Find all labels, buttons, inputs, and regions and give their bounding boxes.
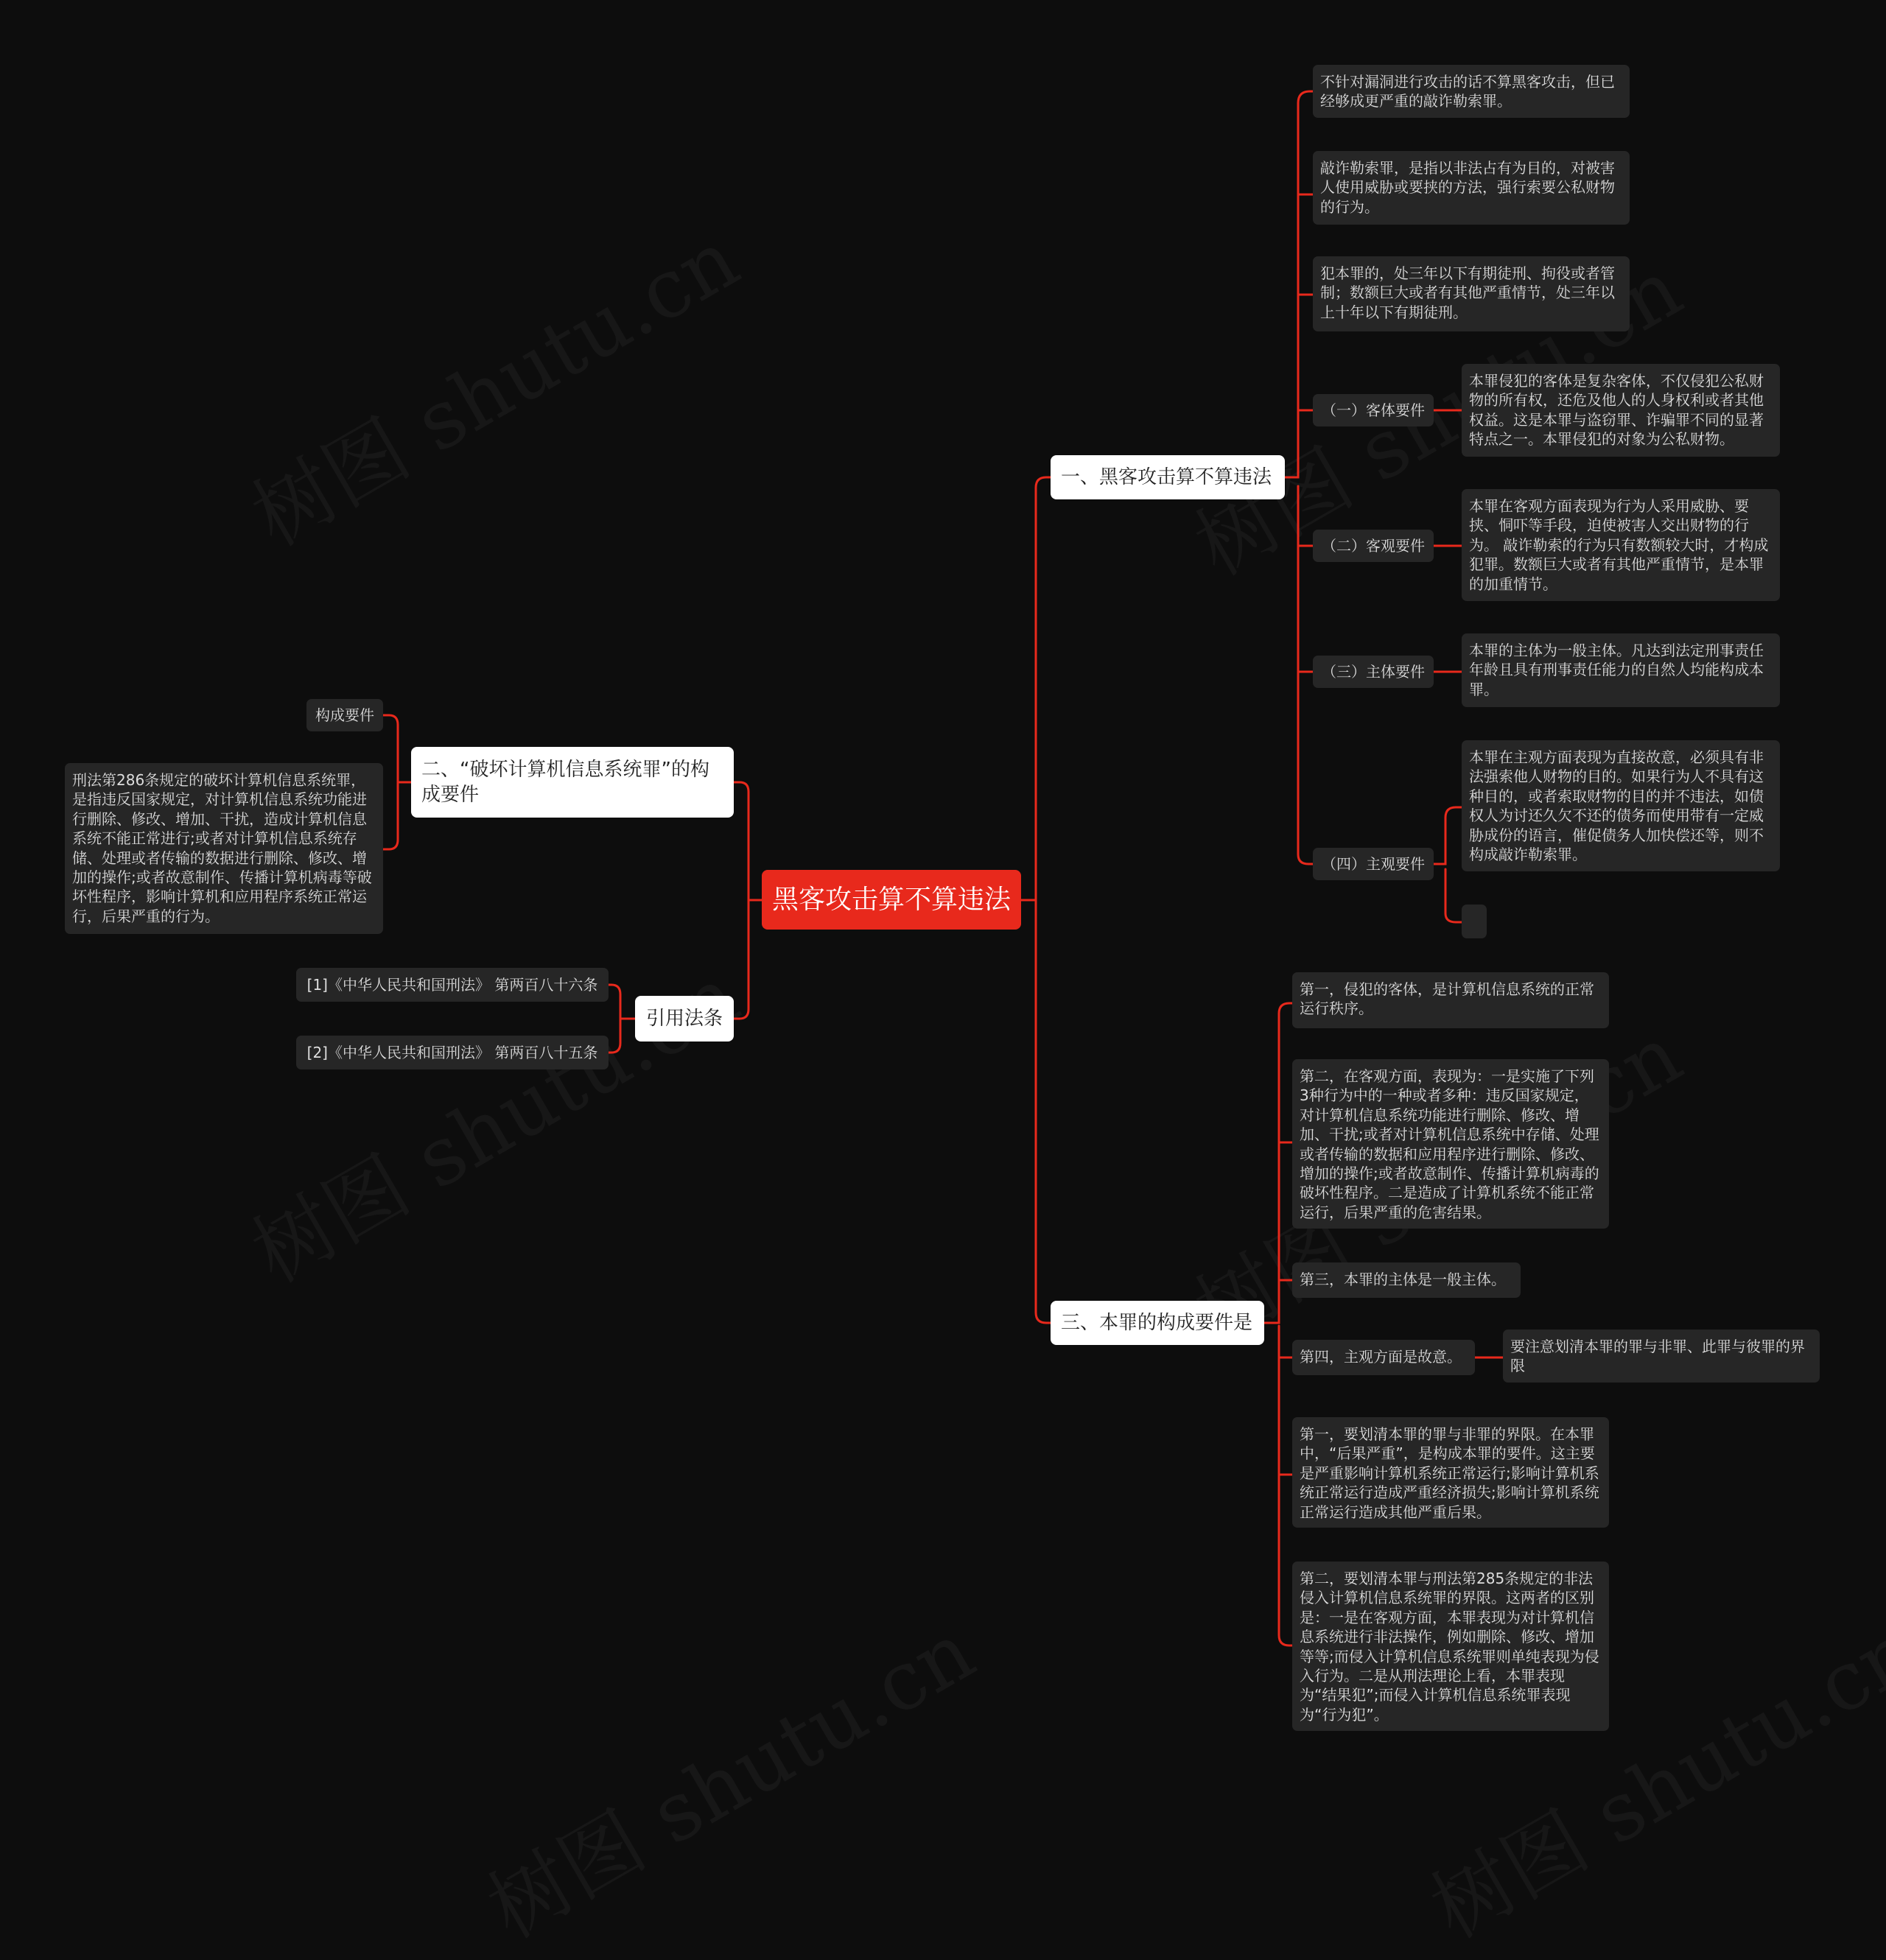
element-objective[interactable]: （二）客观要件: [1313, 530, 1434, 562]
element-subjective[interactable]: （四）主观要件: [1313, 848, 1434, 880]
element-subject-detail[interactable]: 本罪的主体为一般主体。凡达到法定刑事责任年龄且具有刑事责任能力的自然人均能构成本罪。: [1462, 633, 1780, 707]
leaf-crime-vs-article-285[interactable]: 第二，要划清本罪与刑法第285条规定的非法侵入计算机信息系统罪的界限。这两者的区别是：一是在客观方面，本罪表现为对计算机信息系统进行非法操作，例如删除、修改、增加等等;而侵入计算机信息系统罪则单纯表现为侵入行为。二是从刑法理论上看，本罪表现为“结果犯”;而侵入计算机信息系统罪表现为“行为犯”。: [1292, 1562, 1609, 1731]
branch-crime-elements[interactable]: 三、本罪的构成要件是: [1051, 1301, 1264, 1345]
element-objective-detail[interactable]: 本罪在客观方面表现为行为人采用威胁、要挟、恫吓等手段，迫使被害人交出财物的行为。 敲诈勒索的行为只有数额较大时，才构成犯罪。数额巨大或者有其他严重情节，是本罪的加重情节。: [1462, 489, 1780, 601]
leaf-second-objective[interactable]: 第二，在客观方面，表现为：一是实施了下列3种行为中的一种或者多种：违反国家规定，对计算机信息系统功能进行删除、修改、增加、干扰;或者对计算机信息系统中存储、处理或者传输的数据和应用程序进行删除、修改、增加的操作;或者故意制作、传播计算机病毒的破坏性程序。二是造成了计算机系统不能正常运行，后果严重的危害结果。: [1292, 1059, 1609, 1229]
leaf-article-286-definition[interactable]: 刑法第286条规定的破坏计算机信息系统罪，是指违反国家规定，对计算机信息系统功能进行删除、修改、增加、干扰，造成计算机信息系统不能正常进行;或者对计算机信息系统存储、处理或者传输的数据进行删除、修改、增加的操作;或者故意制作、传播计算机病毒等破坏性程序，影响计算机和应用程序系统正常运行，后果严重的行为。: [65, 763, 383, 934]
element-subject[interactable]: （三）主体要件: [1313, 656, 1434, 688]
leaf-note[interactable]: 不针对漏洞进行攻击的话不算黑客攻击，但已经够成更严重的敲诈勒索罪。: [1313, 65, 1630, 118]
leaf-fourth-subjective[interactable]: 第四，主观方面是故意。: [1292, 1340, 1475, 1375]
empty-node[interactable]: [1462, 905, 1487, 938]
branch-cited-laws[interactable]: 引用法条: [635, 996, 734, 1042]
leaf-crime-vs-noncrime[interactable]: 第一，要划清本罪的罪与非罪的界限。在本罪中，“后果严重”，是构成本罪的要件。这主要是严重影响计算机系统正常运行;影响计算机系统正常运行造成严重经济损失;影响计算机系统正常运行造成其他严重后果。: [1292, 1417, 1609, 1528]
element-object[interactable]: （一）客体要件: [1313, 394, 1434, 426]
element-subjective-detail[interactable]: 本罪在主观方面表现为直接故意，必须具有非法强索他人财物的目的。如果行为人不具有这种目的，或者索取财物的目的并不违法，如债权人为讨还久欠不还的债务而使用带有一定威胁成份的语言，催促债务人加快偿还等，则不构成敲诈勒索罪。: [1462, 740, 1780, 871]
citation-link[interactable]: [1]《中华人民共和国刑法》 第两百八十六条: [296, 968, 609, 1002]
leaf-third-subject[interactable]: 第三，本罪的主体是一般主体。: [1292, 1262, 1521, 1298]
branch-computer-crime-elements[interactable]: 二、“破坏计算机信息系统罪”的构成要件: [411, 747, 734, 818]
leaf-penalty[interactable]: 犯本罪的，处三年以下有期徒刑、拘役或者管制；数额巨大或者有其他严重情节，处三年以上十年以下有期徒刑。: [1313, 256, 1630, 331]
root-node[interactable]: 黑客攻击算不算违法: [762, 870, 1021, 930]
leaf-elements-heading[interactable]: 构成要件: [306, 699, 383, 731]
leaf-first-object[interactable]: 第一，侵犯的客体，是计算机信息系统的正常运行秩序。: [1292, 972, 1609, 1028]
leaf-distinction-note[interactable]: 要注意划清本罪的罪与非罪、此罪与彼罪的界限: [1503, 1330, 1820, 1383]
leaf-extortion-definition[interactable]: 敲诈勒索罪，是指以非法占有为目的，对被害人使用威胁或要挟的方法，强行索要公私财物的行为。: [1313, 151, 1630, 225]
branch-hacker-attack-legality[interactable]: 一、黑客攻击算不算违法: [1051, 455, 1285, 499]
citation-link[interactable]: [2]《中华人民共和国刑法》 第两百八十五条: [296, 1036, 609, 1069]
element-object-detail[interactable]: 本罪侵犯的客体是复杂客体，不仅侵犯公私财物的所有权，还危及他人的人身权利或者其他权益。这是本罪与盗窃罪、诈骗罪不同的显著特点之一。本罪侵犯的对象为公私财物。: [1462, 364, 1780, 457]
